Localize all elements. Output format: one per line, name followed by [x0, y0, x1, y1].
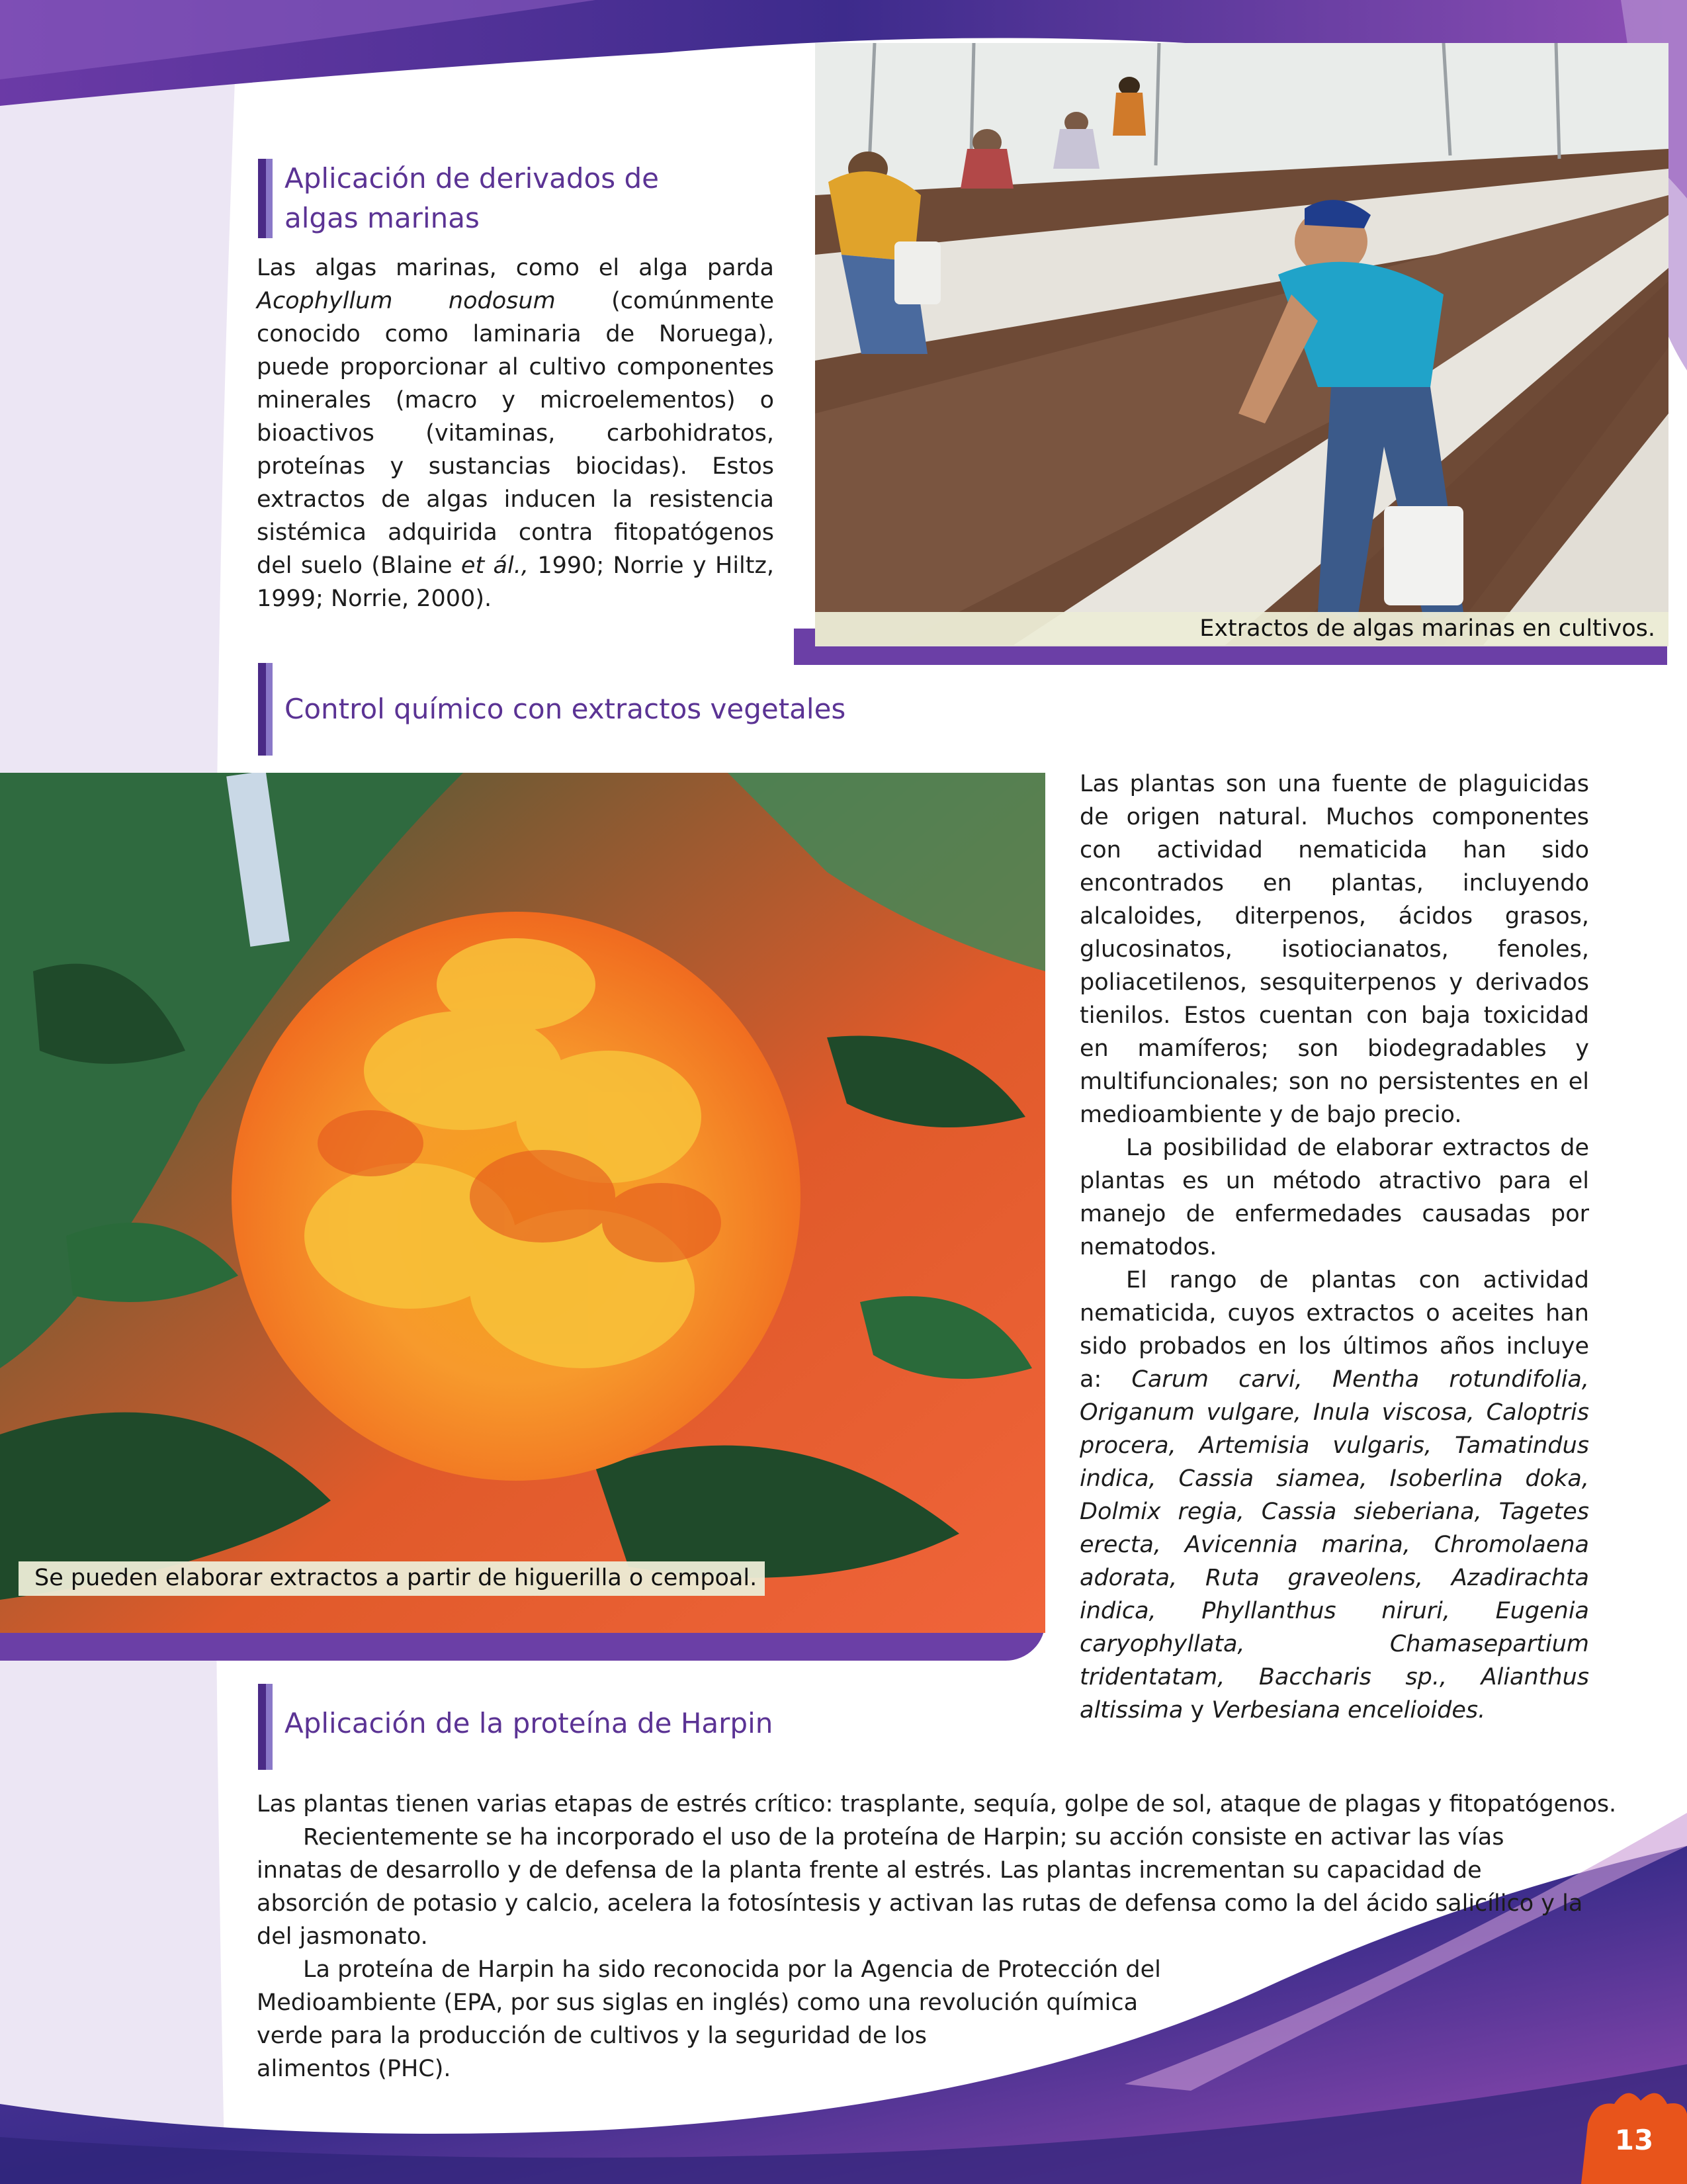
photo-flower-cempoal	[0, 773, 1045, 1633]
control-paragraph-2: La posibilidad de elaborar extractos de plantas es un método atractivo para el manejo de enfermedades causadas por nematodos.	[1080, 1135, 1589, 1260]
harpin-paragraph-2: Recientemente se ha incorporado el uso de la proteína de Harpin; su acción consiste en activar las vías innatas de desarrollo y de defensa de la planta frente al estrés. Las plantas incrementan su capacidad de absorción de potasio y calcio, acelera la fotosíntesis y activan las rutas de defensa como la del ácido salicílico y la del jasmonato.	[257, 1824, 1583, 1950]
photo-algas-cultivos	[815, 43, 1668, 645]
section-heading-control	[258, 663, 920, 756]
algas-paragraph: Las algas marinas, como el alga parda Acophyllum nodosum (comúnmente conocido como laminaria de Noruega), puede proporcionar al cultivo componentes minerales (macro y microelementos) o bioactivos (vitaminas, carbohidratos, proteínas y sustancias biocidas). Estos extractos de algas inducen la resistencia sistémica adquirida contra fitopatógenos del suelo (Blaine et ál., 1990; Norrie y Hiltz, 1999; Norrie, 2000).	[257, 255, 774, 612]
heading-text: Aplicación de la proteína de Harpin	[284, 1707, 773, 1739]
control-paragraph-1: Las plantas son una fuente de plaguicidas de origen natural. Muchos componentes con actividad nematicida han sido encontrados en plantas, incluyendo alcaloides, diterpenos, ácidos grasos, glucosinatos, isotiocianatos, fenoles, poliacetilenos, sesquiterpenos y derivados tienilos. Estos cuentan con baja toxicidad en mamíferos; son biodegradables y multifuncionales; son no persistentes en el medioambiente y de bajo precio.	[1080, 771, 1589, 1128]
control-body	[1080, 767, 1589, 1727]
heading-line-2: algas marinas	[284, 202, 480, 234]
harpin-paragraph-1: Las plantas tienen varias etapas de estrés crítico: trasplante, sequía, golpe de sol, ataque de plagas y fitopatógenos.	[257, 1791, 1617, 1817]
heading-accent-bar	[258, 663, 273, 756]
marigold-photo-illustration	[0, 773, 1045, 1633]
photo-caption-flower: Se pueden elaborar extractos a partir de higuerilla o cempoal.	[19, 1561, 765, 1596]
harpin-paragraph-3: La proteína de Harpin ha sido reconocida por la Agencia de Protección del Medioambiente (EPA, por sus siglas en inglés) como una revolución química verde para la producción de cultivos y la seguridad de los alimentos (PHC).	[257, 1956, 1161, 2082]
section-heading-algas	[258, 159, 787, 238]
heading-accent-bar	[258, 1684, 273, 1770]
heading-accent-bar	[258, 159, 273, 238]
algas-body	[257, 251, 774, 615]
control-paragraph-3: El rango de plantas con actividad nematicida, cuyos extractos o aceites han sido probados en los últimos años incluye a: Carum carvi, Mentha rotundifolia, Origanum vulgare, Inula viscosa, Caloptris procera, Artemisia vulgaris, Tamatindus indica, Cassia siamea, Isoberlina doka, Dolmix regia, Cassia sieberiana, Tagetes erecta, Avicennia marina, Chromolaena adorata, Ruta graveolens, Azadirachta indica, Phyllanthus niruri, Eugenia caryophyllata, Chamasepartium tridentatam, Baccharis sp., Alianthus altissima y Verbesiana encelioides.	[1080, 1267, 1589, 1724]
section-heading-harpin	[258, 1684, 920, 1770]
greenhouse-photo-illustration	[815, 43, 1668, 645]
harpin-body	[257, 1788, 1617, 2085]
heading-line-1: Aplicación de derivados de	[284, 162, 659, 195]
photo-caption-algas: Extractos de algas marinas en cultivos.	[815, 612, 1668, 646]
heading-text: Control químico con extractos vegetales	[284, 693, 846, 725]
page-number: 13	[1614, 2124, 1654, 2156]
